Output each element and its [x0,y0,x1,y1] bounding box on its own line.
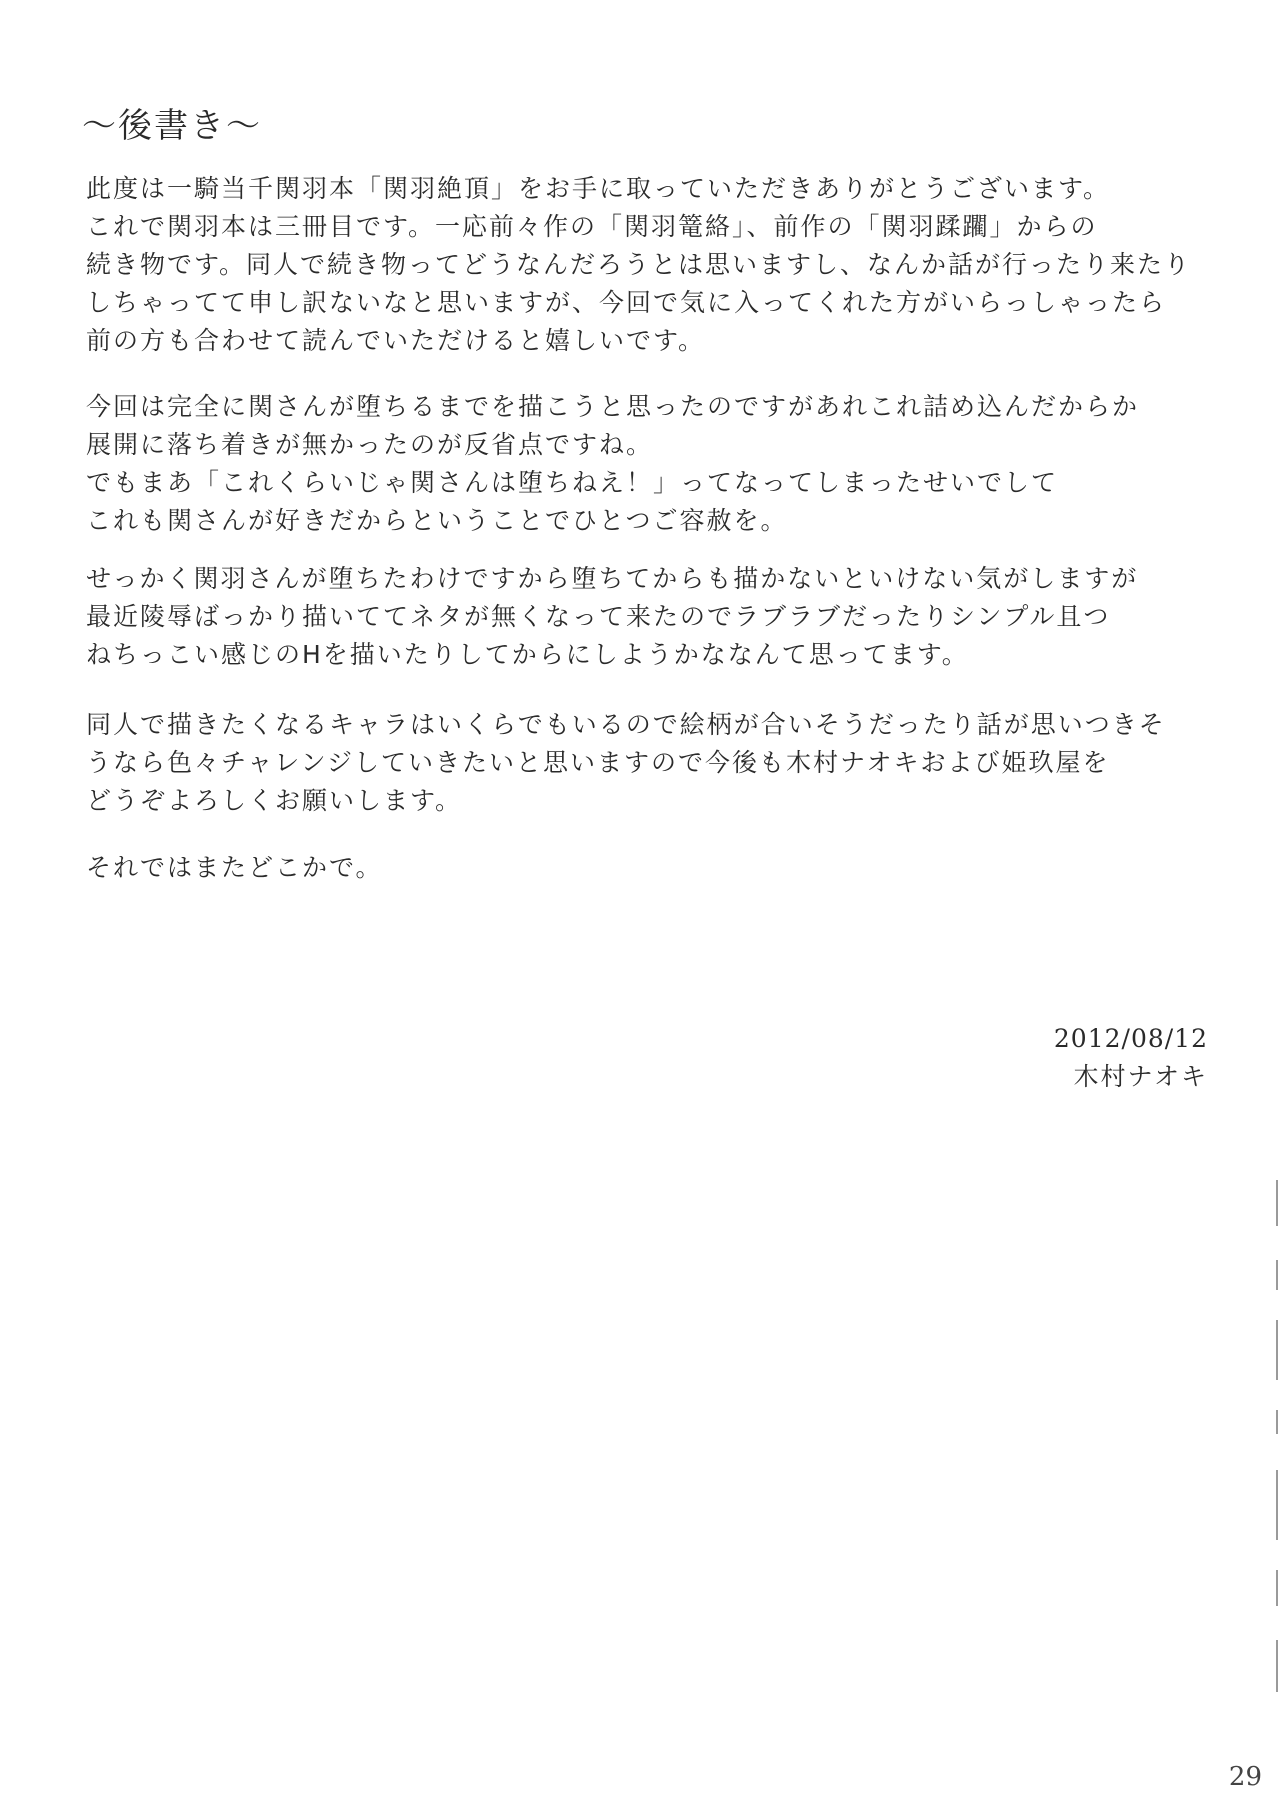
paragraph-line: ねちっこい感じのHを描いたりしてからにしようかななんて思ってます。 [86,640,969,669]
paragraph [86,388,1236,540]
paragraph-line: それではまたどこかで。 [86,853,383,882]
paragraph-line: せっかく関羽さんが堕ちたわけですから堕ちてからも描かないといけない気がしますが [86,564,1139,593]
paragraph-line: どうぞよろしくお願いします。 [86,786,463,815]
signature-date: 2012/08/12 [1053,1024,1208,1053]
paragraph-line: うなら色々チャレンジしていきたいと思いますので今後も木村ナオキおよび姫玖屋を [86,748,1110,777]
scan-edge-marks [1272,1180,1280,1740]
page-number: 29 [1228,1762,1262,1792]
paragraph-line: 最近陵辱ばっかり描いててネタが無くなって来たのでラブラブだったりシンプル且つ [86,602,1111,631]
paragraph [86,706,1236,820]
paragraph-line: これで関羽本は三冊目です。一応前々作の「関羽篭絡」、前作の「関羽蹂躙」からの [86,212,1098,241]
signature-author: 木村ナオキ [1073,1062,1208,1091]
paragraph-line: 此度は一騎当千関羽本「関羽絶頂」をお手に取っていただきありがとうございます。 [86,174,1111,203]
paragraph [86,560,1236,674]
paragraph [86,170,1236,360]
paragraph-line: 続き物です。同人で続き物ってどうなんだろうとは思いますし、なんか話が行ったり来たり [86,250,1192,279]
paragraph [86,849,1236,887]
paragraph-line: 今回は完全に関さんが堕ちるまでを描こうと思ったのですがあれこれ詰め込んだからか [86,392,1140,421]
signature-block [1054,1020,1208,1096]
page-title: 〜後書き〜 [82,106,262,146]
paragraph-line: 前の方も合わせて読んでいただけると嬉しいです。 [86,326,706,355]
paragraph-line: これも関さんが好きだからということでひとつご容赦を。 [86,506,788,535]
paragraph-line: 展開に落ち着きが無かったのが反省点ですね。 [86,430,654,459]
paragraph-line: しちゃってて申し訳ないなと思いますが、今回で気に入ってくれた方がいらっしゃったら [86,288,1167,317]
paragraph-line: 同人で描きたくなるキャラはいくらでもいるので絵柄が合いそうだったり話が思いつきそ [86,710,1166,739]
paragraph-line: でもまあ「これくらいじゃ関さんは堕ちねえ！」ってなってしまったせいでして [86,468,1059,497]
